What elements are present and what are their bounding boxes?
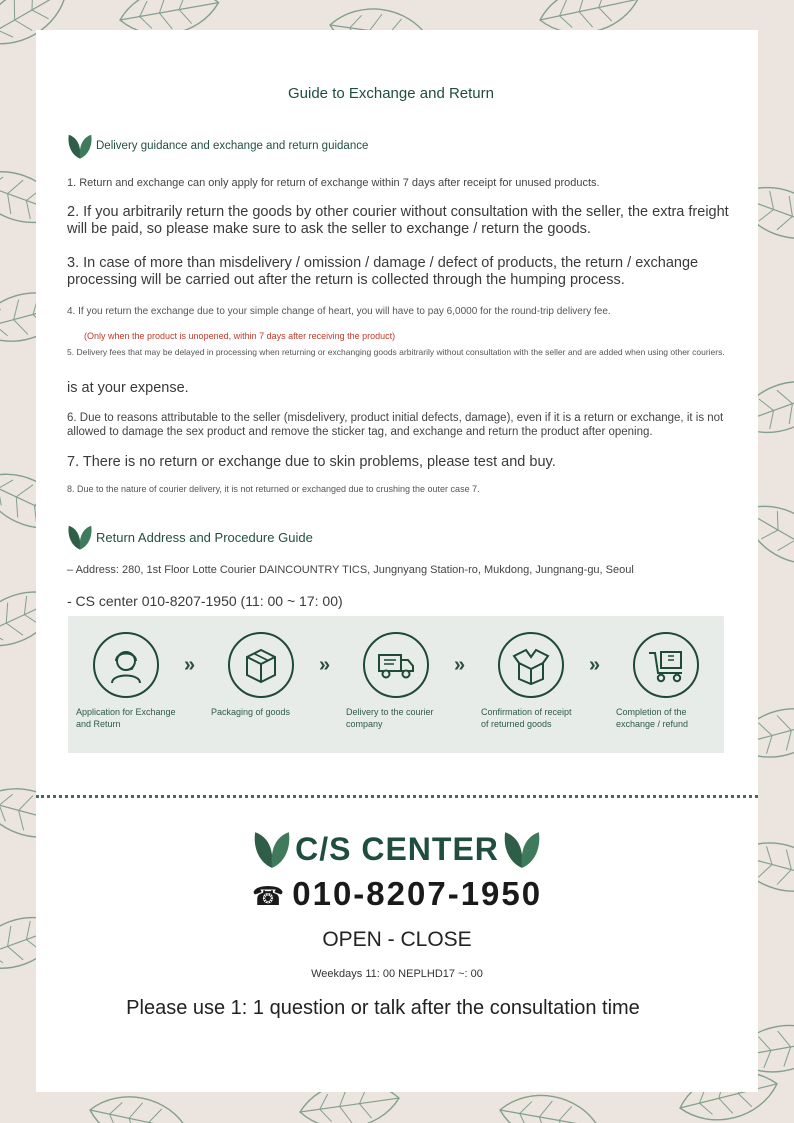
guide-item-4: 4. If you return the exchange due to your simple change of heart, you will have to pay 6,0000 for the round-trip delivery fee. xyxy=(67,306,611,317)
guide-item-6: 6. Due to reasons attributable to the seller (misdelivery, product initial defects, damage), even if it is a return or exchange, it is not allowed to damage the sex product and remove the sticker tag, and exchange and return the product after opening. xyxy=(67,412,724,438)
leaf-icon xyxy=(66,132,94,160)
cart-icon xyxy=(644,643,688,687)
consultation-note: Please use 1: 1 question or talk after the consultation time xyxy=(126,997,640,1019)
open-box-icon xyxy=(509,643,553,687)
page-title: Guide to Exchange and Return xyxy=(288,85,494,102)
telephone-icon: ☎ xyxy=(251,881,287,911)
step-delivery xyxy=(346,632,446,730)
step-confirmation xyxy=(481,632,581,730)
guide-item-2: 2. If you arbitrarily return the goods by other courier without consultation with the seller, the extra freight will be paid, so please make sure to ask the seller to exchange / return the goods. xyxy=(67,204,729,238)
step-completion xyxy=(616,632,716,730)
section-delivery-heading xyxy=(66,132,368,160)
open-close-label: OPEN - CLOSE xyxy=(322,928,472,951)
delivery-truck-icon xyxy=(374,643,418,687)
guide-item-3: 3. In case of more than misdelivery / omission / damage / defect of products, the return / exchange processing will be carried out after the return is collected through the humping process. xyxy=(67,255,699,289)
cs-center-hours-line: - CS center 010-8207-1950 (11: 00 ~ 17: 00) xyxy=(67,593,343,609)
cs-phone-number xyxy=(0,875,794,913)
step-arrow: » xyxy=(319,654,331,676)
guide-item-4-note: (Only when the product is unopened, within 7 days after receiving the product) xyxy=(84,331,396,341)
leaf-icon xyxy=(251,828,293,870)
guide-item-7: 7. There is no return or exchange due to skin problems, please test and buy. xyxy=(67,454,556,470)
headset-agent-icon xyxy=(104,643,148,687)
step-label: Delivery to the courier company xyxy=(346,707,434,730)
guide-item-8: 8. Due to the nature of courier delivery, it is not returned or exchanged due to crushing the outer case 7. xyxy=(67,484,480,494)
phone-number: 010-8207-1950 xyxy=(292,875,543,912)
step-label: Application for Exchange and Return xyxy=(76,707,176,730)
section-delivery-title: Delivery guidance and exchange and return guidance xyxy=(96,140,369,152)
return-procedure-steps xyxy=(68,616,724,753)
step-application xyxy=(76,632,176,730)
section-return-title: Return Address and Procedure Guide xyxy=(96,529,313,545)
business-hours: Weekdays 11: 00 NEPLHD17 ~: 00 xyxy=(311,968,483,980)
package-box-icon xyxy=(239,643,283,687)
step-arrow: » xyxy=(184,654,196,676)
cs-center-title: C/S CENTER xyxy=(295,830,499,867)
leaf-icon xyxy=(501,828,543,870)
step-packaging xyxy=(211,632,311,718)
section-return-heading xyxy=(66,523,313,551)
guide-item-1: 1. Return and exchange can only apply for return of exchange within 7 days after receipt for unused products. xyxy=(67,177,600,189)
step-label: Confirmation of receipt of returned goods xyxy=(481,707,572,730)
guide-item-5: 5. Delivery fees that may be delayed in processing when returning or exchanging goods arbitrarily without consultation with the seller and are added when using other couriers. xyxy=(67,347,725,357)
return-address: – Address: 280, 1st Floor Lotte Courier DAINCOUNTRY TICS, Jungnyang Station-ro, Mukdong, Jungnang-gu, Seoul xyxy=(67,564,634,576)
leaf-icon xyxy=(66,523,94,551)
step-arrow: » xyxy=(454,654,466,676)
guide-item-5-cont: is at your expense. xyxy=(67,380,189,396)
step-arrow: » xyxy=(589,654,601,676)
step-label: Completion of the exchange / refund xyxy=(616,707,689,730)
cs-center-heading xyxy=(0,828,794,870)
section-divider xyxy=(36,795,758,798)
step-label: Packaging of goods xyxy=(211,707,291,717)
